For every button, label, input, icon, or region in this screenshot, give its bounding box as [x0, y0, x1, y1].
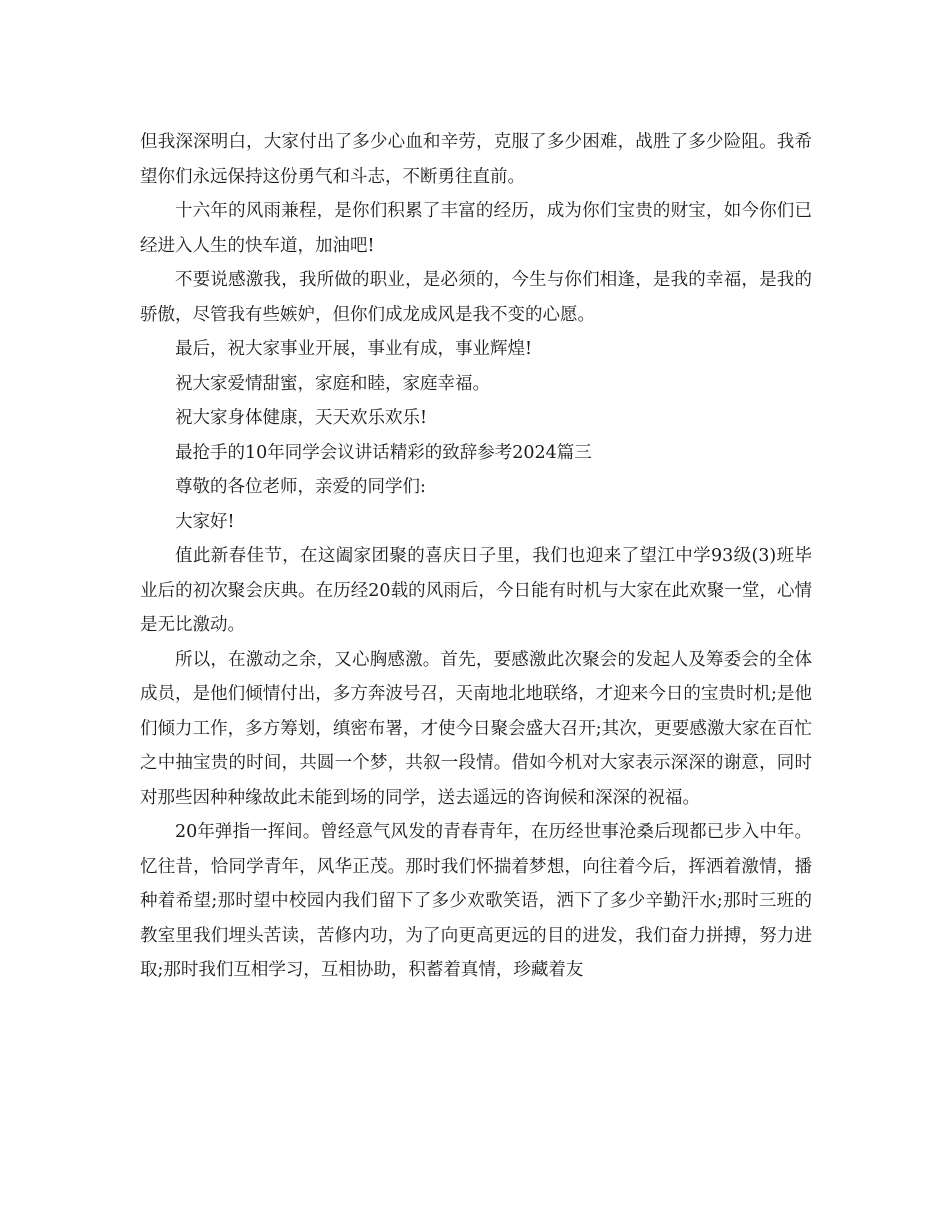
paragraph-12: 20年弹指一挥间。曾经意气风发的青春青年，在历经世事沧桑后现都已步入中年。忆往昔，恰同学青年，风华正茂。那时我们怀揣着梦想，向往着今后，挥洒着激情，播种着希望;那时望中校园内我们留下了多少欢歌笑语，洒下了多少辛勤汗水;那时三班的教室里我们埋头苦读，苦修内功，为了向更高更远的目的进发，我们奋力拼搏，努力进取;那时我们互相学习，互相协助，积蓄着真情，珍藏着友 — [140, 822, 812, 980]
paragraph-5: 祝大家爱情甜蜜，家庭和睦，家庭幸福。 — [175, 373, 490, 394]
paragraph-11: 所以，在激动之余，又心胸感激。首先，要感激此次聚会的发起人及筹委会的全体成员，是他们倾情付出，多方奔波号召，天南地北地联络，才迎来今日的宝贵时机;是他们倾力工作，多方筹划，缜密布署，才使今日聚会盛大召开;其次，更要感激大家在百忙之中抽宝贵的时间，共圆一个梦，共叙一段情。借如今机对大家表示深深的谢意，同时对那些因种种缘故此未能到场的同学，送去遥远的咨询候和深深的祝福。 — [140, 649, 812, 808]
paragraph-10: 值此新春佳节，在这阖家团聚的喜庆日子里，我们也迎来了望江中学93级(3)班毕业后的初次聚会庆典。在历经20载的风雨后，今日能有时机与大家在此欢聚一堂，心情是无比激动。 — [140, 546, 812, 635]
paragraph-2: 十六年的风雨兼程，是你们积累了丰富的经历，成为你们宝贵的财宝，如今你们已经进入人生的快车道，加油吧! — [140, 201, 812, 256]
paragraph-3: 不要说感激我，我所做的职业，是必须的，今生与你们相逢，是我的幸福，是我的骄傲，尽管我有些嫉妒，但你们成龙成风是我不变的心愿。 — [140, 270, 812, 325]
document-page — [140, 125, 812, 988]
section-heading: 最抢手的10年同学会议讲话精彩的致辞参考2024篇三 — [175, 442, 592, 463]
salutation: 尊敬的各位老师，亲爱的同学们: — [175, 477, 426, 497]
paragraph-6: 祝大家身体健康，天天欢乐欢乐! — [175, 408, 428, 428]
greeting: 大家好! — [175, 511, 235, 532]
paragraph-4: 最后，祝大家事业开展，事业有成，事业辉煌! — [175, 339, 533, 359]
paragraph-1: 但我深深明白，大家付出了多少心血和辛劳，克服了多少困难，战胜了多少险阻。我希望你们永远保持这份勇气和斗志，不断勇往直前。 — [140, 132, 812, 187]
